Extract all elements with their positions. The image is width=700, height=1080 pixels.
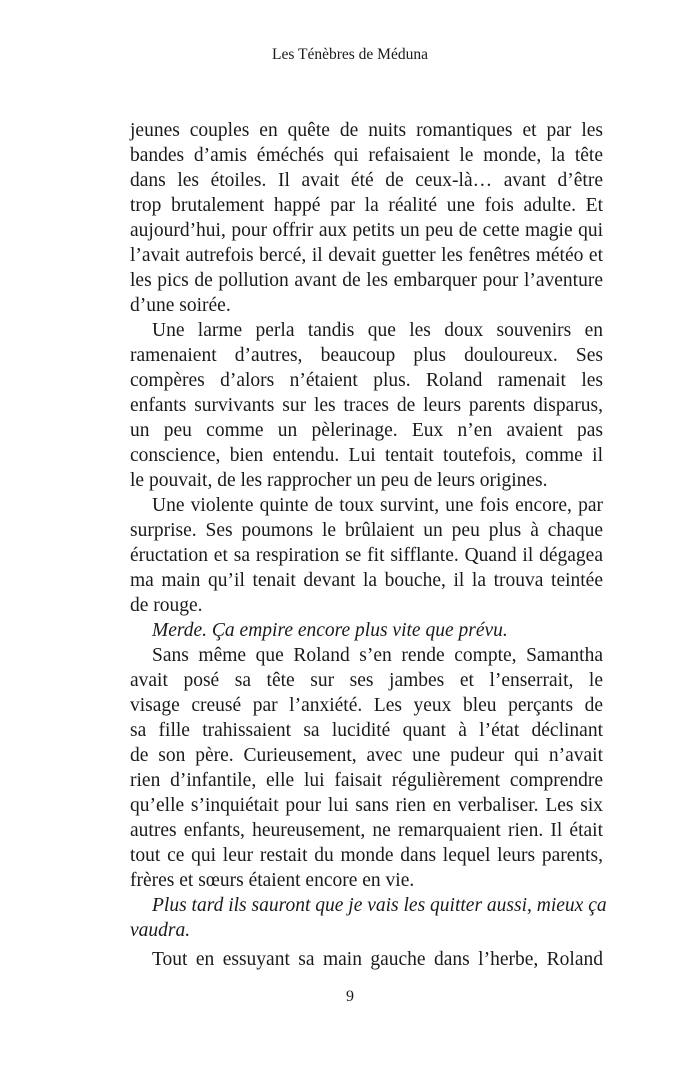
text-line: le pouvait, de les rapprocher un peu de leurs origines. bbox=[130, 470, 548, 491]
text-line: avait posé sa tête sur ses jambes et l’enserrait, le bbox=[130, 670, 603, 691]
text-line: conscience, bien entendu. Lui tentait toutefois, comme il bbox=[130, 445, 603, 466]
text-line: Merde. Ça empire encore plus vite que prévu. bbox=[152, 620, 508, 641]
text-line: qu’elle s’inquiétait pour lui sans rien en verbaliser. Les six bbox=[130, 795, 603, 816]
paragraph bbox=[130, 643, 603, 893]
text-line: dans les étoiles. Il avait été de ceux-là… avant d’être bbox=[130, 170, 603, 191]
paragraph bbox=[130, 947, 603, 972]
italic-thought-paragraph bbox=[130, 618, 603, 643]
text-line: les pics de pollution avant de les embarquer pour l’aventure bbox=[130, 270, 603, 291]
text-line: sa fille trahissaient sa lucidité quant à l’état déclinant bbox=[130, 720, 603, 741]
text-line: surprise. Ses poumons le brûlaient un peu plus à chaque bbox=[130, 520, 603, 541]
body-text bbox=[130, 118, 607, 972]
text-line: autres enfants, heureusement, ne remarquaient rien. Il était bbox=[130, 820, 603, 841]
text-line: frères et sœurs étaient encore en vie. bbox=[130, 870, 415, 891]
text-line: un peu comme un pèlerinage. Eux n’en avaient pas bbox=[130, 420, 603, 441]
text-line: compères d’alors n’étaient plus. Roland ramenait les bbox=[130, 370, 603, 391]
text-line: Une larme perla tandis que les doux souvenirs en bbox=[152, 320, 603, 341]
text-line: ma main qu’il tenait devant la bouche, il la trouva teintée bbox=[130, 570, 603, 591]
text-line: enfants survivants sur les traces de leurs parents disparus, bbox=[130, 395, 603, 416]
text-line: l’avait autrefois bercé, il devait guetter les fenêtres météo et bbox=[130, 245, 603, 266]
text-line: bandes d’amis éméchés qui refaisaient le monde, la tête bbox=[130, 145, 603, 166]
running-header: Les Ténèbres de Méduna bbox=[272, 46, 428, 63]
text-line: éructation et sa respiration se fit sifflante. Quand il dégagea bbox=[130, 545, 603, 566]
text-line: de rouge. bbox=[130, 595, 203, 616]
text-line: de son père. Curieusement, avec une pudeur qui n’avait bbox=[130, 745, 603, 766]
text-line: Une violente quinte de toux survint, une fois encore, par bbox=[152, 495, 603, 516]
text-line: rien d’infantile, elle lui faisait régulièrement comprendre bbox=[130, 770, 603, 791]
text-line: trop brutalement happé par la réalité une fois adulte. Et bbox=[130, 195, 603, 216]
paragraph bbox=[130, 493, 603, 618]
text-line: ramenaient d’autres, beaucoup plus douloureux. Ses bbox=[130, 345, 603, 366]
page-number: 9 bbox=[346, 988, 354, 1005]
text-line: aujourd’hui, pour offrir aux petits un peu de cette magie qui bbox=[130, 220, 603, 241]
text-line: jeunes couples en quête de nuits romantiques et par les bbox=[130, 120, 603, 141]
text-line: d’une soirée. bbox=[130, 295, 231, 316]
text-line: Plus tard ils sauront que je vais les quitter aussi, mieux ça bbox=[152, 895, 607, 916]
text-line: Sans même que Roland s’en rende compte, Samantha bbox=[152, 645, 603, 666]
paragraph bbox=[130, 318, 603, 493]
text-line: tout ce qui leur restait du monde dans lequel leurs parents, bbox=[130, 845, 603, 866]
text-line: Tout en essuyant sa main gauche dans l’herbe, Roland bbox=[152, 949, 603, 970]
paragraph bbox=[130, 118, 603, 318]
text-line: vaudra. bbox=[130, 920, 191, 941]
italic-thought-paragraph bbox=[130, 893, 607, 943]
text-line: visage creusé par l’anxiété. Les yeux bleu perçants de bbox=[130, 695, 603, 716]
